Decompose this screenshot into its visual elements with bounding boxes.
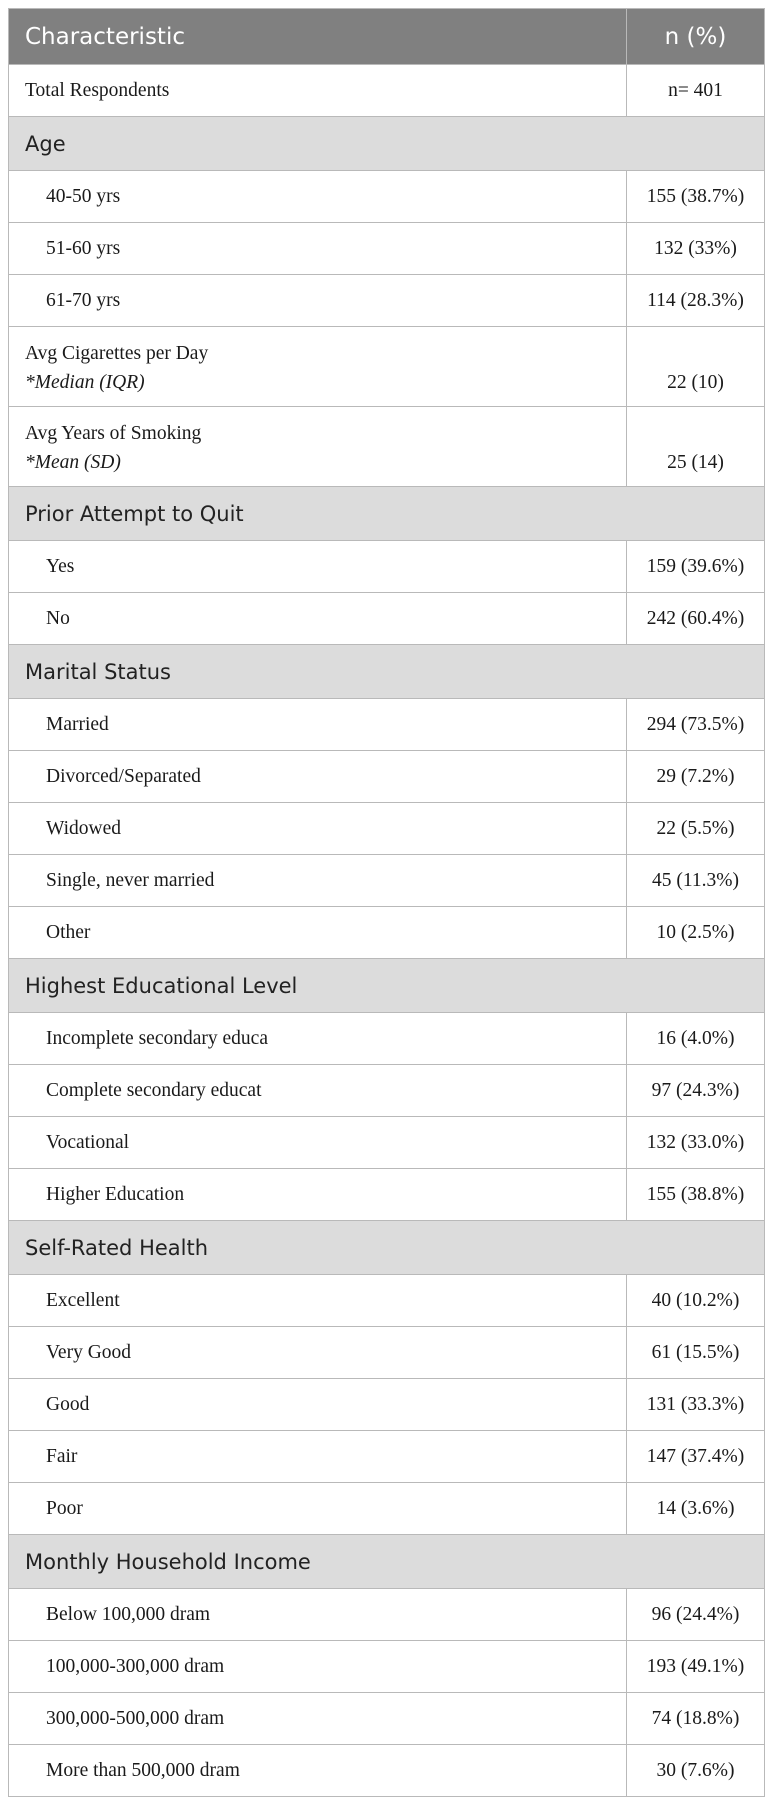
row-label-note: *Mean (SD) — [25, 452, 121, 473]
row-value: 132 (33.0%) — [627, 1117, 765, 1169]
row-label-text: Avg Years of Smoking — [25, 423, 202, 444]
row-value: 147 (37.4%) — [627, 1431, 765, 1483]
row-value: 96 (24.4%) — [627, 1589, 765, 1641]
section-title: Age — [9, 117, 765, 171]
section-header-household-income — [9, 1535, 765, 1589]
table-row — [9, 1641, 765, 1693]
row-value: 294 (73.5%) — [627, 699, 765, 751]
table-row — [9, 1169, 765, 1221]
row-label — [9, 327, 627, 407]
row-label: Excellent — [9, 1275, 627, 1327]
table-row — [9, 1379, 765, 1431]
section-title: Marital Status — [9, 645, 765, 699]
row-label: Higher Education — [9, 1169, 627, 1221]
row-value: 61 (15.5%) — [627, 1327, 765, 1379]
table-row — [9, 407, 765, 487]
row-value: 74 (18.8%) — [627, 1693, 765, 1745]
table-row — [9, 803, 765, 855]
section-header-age — [9, 117, 765, 171]
row-label: Other — [9, 907, 627, 959]
section-title: Highest Educational Level — [9, 959, 765, 1013]
header-n-percent: n (%) — [627, 9, 765, 65]
row-label: Very Good — [9, 1327, 627, 1379]
row-label-text: Avg Cigarettes per Day — [25, 343, 209, 364]
section-header-prior-attempt — [9, 487, 765, 541]
row-value: 159 (39.6%) — [627, 541, 765, 593]
row-label: 100,000-300,000 dram — [9, 1641, 627, 1693]
row-label: 61-70 yrs — [9, 275, 627, 327]
header-characteristic: Characteristic — [9, 9, 627, 65]
row-label: 40-50 yrs — [9, 171, 627, 223]
section-title: Monthly Household Income — [9, 1535, 765, 1589]
row-label: No — [9, 593, 627, 645]
row-label: Vocational — [9, 1117, 627, 1169]
row-value: 193 (49.1%) — [627, 1641, 765, 1693]
table-row — [9, 1117, 765, 1169]
row-label: 300,000-500,000 dram — [9, 1693, 627, 1745]
row-label: Incomplete secondary educa — [9, 1013, 627, 1065]
row-label: Complete secondary educat — [9, 1065, 627, 1117]
row-label: Below 100,000 dram — [9, 1589, 627, 1641]
row-label-note: *Median (IQR) — [25, 372, 145, 393]
section-header-education — [9, 959, 765, 1013]
table-row — [9, 855, 765, 907]
table-row — [9, 907, 765, 959]
characteristics-table — [8, 8, 765, 1797]
table-row — [9, 1589, 765, 1641]
row-value: 132 (33%) — [627, 223, 765, 275]
row-label: Poor — [9, 1483, 627, 1535]
table-row — [9, 1275, 765, 1327]
row-value: 22 (10) — [627, 327, 765, 407]
section-title: Self-Rated Health — [9, 1221, 765, 1275]
table-row — [9, 275, 765, 327]
row-value: n= 401 — [627, 65, 765, 117]
row-value: 131 (33.3%) — [627, 1379, 765, 1431]
table-row — [9, 1483, 765, 1535]
row-label: 51-60 yrs — [9, 223, 627, 275]
row-label: Yes — [9, 541, 627, 593]
table-row — [9, 751, 765, 803]
table-row — [9, 1327, 765, 1379]
table-row — [9, 1693, 765, 1745]
characteristics-table-container — [8, 8, 764, 1797]
row-label: Total Respondents — [9, 65, 627, 117]
row-value: 30 (7.6%) — [627, 1745, 765, 1797]
table-row — [9, 593, 765, 645]
table-row — [9, 541, 765, 593]
row-value: 45 (11.3%) — [627, 855, 765, 907]
row-value: 242 (60.4%) — [627, 593, 765, 645]
table-row — [9, 65, 765, 117]
row-value: 10 (2.5%) — [627, 907, 765, 959]
section-header-marital-status — [9, 645, 765, 699]
table-row — [9, 1013, 765, 1065]
table-row — [9, 699, 765, 751]
table-row — [9, 1431, 765, 1483]
row-label: Good — [9, 1379, 627, 1431]
row-label: Married — [9, 699, 627, 751]
row-value: 16 (4.0%) — [627, 1013, 765, 1065]
row-label: Divorced/Separated — [9, 751, 627, 803]
row-label: Single, never married — [9, 855, 627, 907]
section-header-self-rated-health — [9, 1221, 765, 1275]
row-value: 40 (10.2%) — [627, 1275, 765, 1327]
row-label: Widowed — [9, 803, 627, 855]
row-value: 14 (3.6%) — [627, 1483, 765, 1535]
row-label: More than 500,000 dram — [9, 1745, 627, 1797]
row-value: 155 (38.7%) — [627, 171, 765, 223]
row-value: 22 (5.5%) — [627, 803, 765, 855]
section-title: Prior Attempt to Quit — [9, 487, 765, 541]
row-value: 29 (7.2%) — [627, 751, 765, 803]
row-label: Fair — [9, 1431, 627, 1483]
row-value: 97 (24.3%) — [627, 1065, 765, 1117]
table-row — [9, 1065, 765, 1117]
table-row — [9, 1745, 765, 1797]
row-value: 155 (38.8%) — [627, 1169, 765, 1221]
row-label — [9, 407, 627, 487]
table-row — [9, 327, 765, 407]
row-value: 25 (14) — [627, 407, 765, 487]
row-value: 114 (28.3%) — [627, 275, 765, 327]
table-row — [9, 171, 765, 223]
table-row — [9, 223, 765, 275]
table-header-row — [9, 9, 765, 65]
